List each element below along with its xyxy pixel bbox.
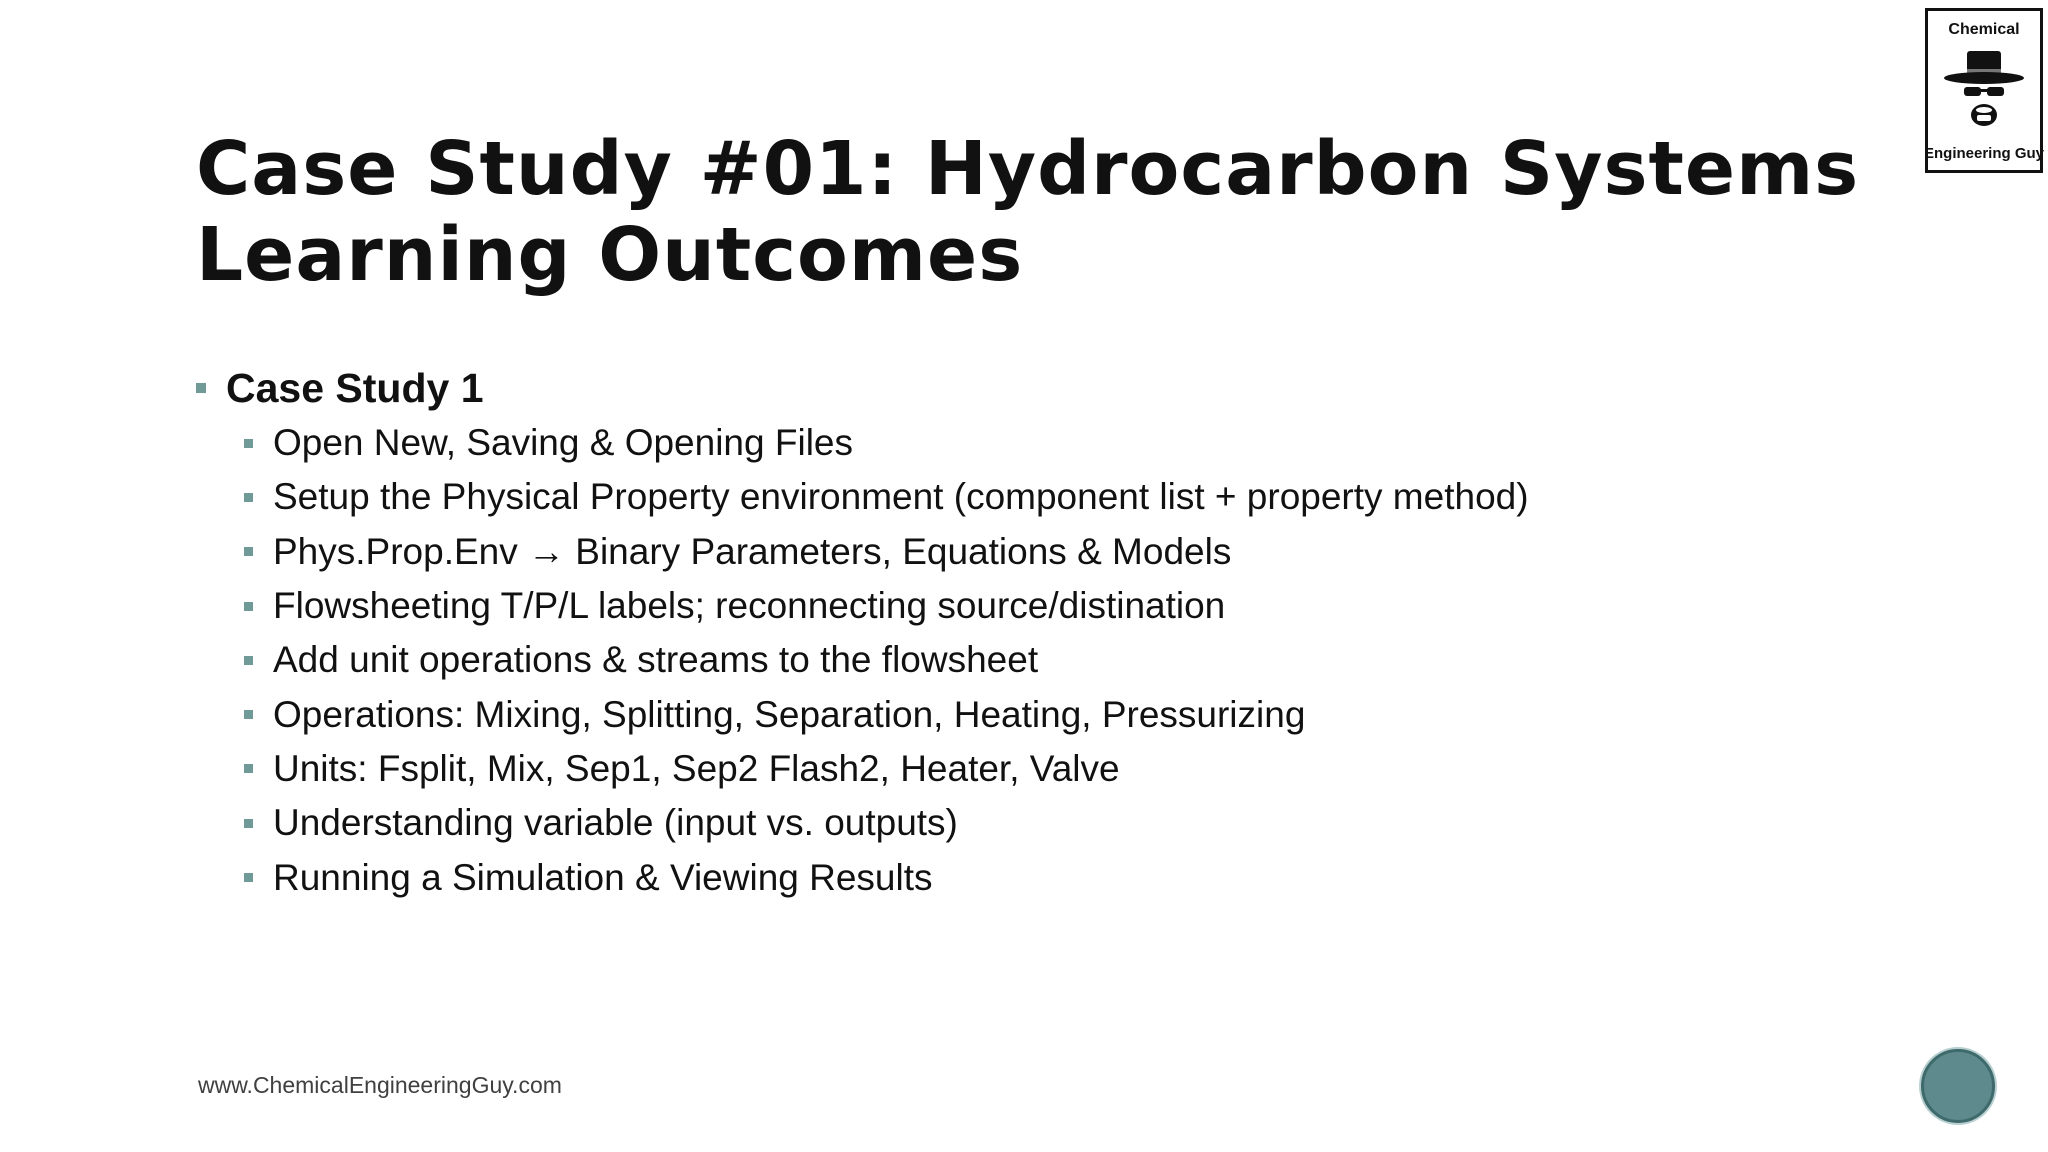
- square-bullet-icon: [244, 493, 253, 502]
- square-bullet-icon: [244, 819, 253, 828]
- list-item: [244, 687, 1896, 741]
- list-item-text: Add unit operations & streams to the flowsheet: [273, 639, 1039, 681]
- logo-bottom-text: Engineering Guy: [1924, 145, 2045, 162]
- list-item-text: Open New, Saving & Opening Files: [273, 422, 853, 464]
- slide-title-line-1: Case Study #01: Hydrocarbon Systems: [196, 126, 1860, 212]
- slide-content: [196, 360, 1896, 905]
- square-bullet-icon: [244, 547, 253, 556]
- learning-outcomes-list: [196, 416, 1896, 905]
- slide-navigation-circle-icon[interactable]: [1921, 1049, 1995, 1123]
- list-item: [244, 470, 1896, 524]
- slide-title-line-2: Learning Outcomes: [196, 212, 1024, 298]
- chemical-engineering-guy-logo: [1925, 8, 2043, 173]
- hat-mustache-logo-icon: [1941, 47, 2027, 137]
- list-item: [244, 416, 1896, 470]
- square-bullet-icon: [244, 439, 253, 448]
- list-item-text: Setup the Physical Property environment (component list + property method): [273, 476, 1529, 518]
- square-bullet-icon: [244, 602, 253, 611]
- square-bullet-icon: [244, 710, 253, 719]
- list-item-text: Units: Fsplit, Mix, Sep1, Sep2 Flash2, Heater, Valve: [273, 747, 1120, 789]
- section-heading-item: [196, 360, 1896, 416]
- logo-top-text: Chemical: [1948, 21, 2020, 38]
- list-item: [244, 633, 1896, 687]
- list-item-text: Running a Simulation & Viewing Results: [273, 856, 933, 898]
- square-bullet-icon: [244, 764, 253, 773]
- list-item-text: Understanding variable (input vs. outputs): [273, 802, 958, 844]
- slide-title: [196, 126, 1896, 298]
- square-bullet-icon: [244, 873, 253, 882]
- list-item: [244, 525, 1896, 579]
- footer-url[interactable]: www.ChemicalEngineeringGuy.com: [198, 1072, 562, 1098]
- list-item-text: Flowsheeting T/P/L labels; reconnecting source/distination: [273, 585, 1226, 627]
- section-heading: Case Study 1: [226, 364, 484, 411]
- list-item: [244, 579, 1896, 633]
- list-item-text: Operations: Mixing, Splitting, Separation, Heating, Pressurizing: [273, 693, 1306, 735]
- square-bullet-icon: [244, 656, 253, 665]
- list-item: [244, 850, 1896, 904]
- list-item: [244, 796, 1896, 850]
- list-item: [244, 742, 1896, 796]
- square-bullet-icon: [196, 383, 206, 393]
- list-item-text: Phys.Prop.Env → Binary Parameters, Equations & Models: [273, 530, 1232, 572]
